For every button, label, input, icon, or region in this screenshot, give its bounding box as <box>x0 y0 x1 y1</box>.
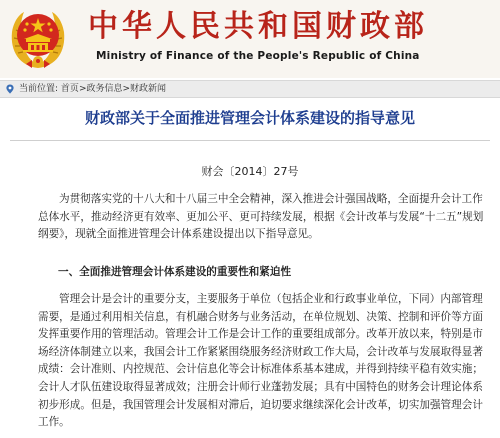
paragraph-line: 会计人才队伍建设取得显著成效；注册会计师行业蓬勃发展；具有中国特色的财务会计理论体系 <box>38 380 483 393</box>
breadcrumb-link-home[interactable]: 首页 <box>60 84 79 94</box>
paragraph-line: 成绩：会计准则、内控规范、会计信息化等会计标准体系基本建成，并得到持续平稳有效实施； <box>38 363 483 376</box>
document-number: 财会〔2014〕27号 <box>201 165 299 178</box>
breadcrumb-label: 当前位置: <box>19 84 59 94</box>
paragraph-line: 管理会计是会计的重要分支，主要服务于单位（包括企业和行政事业单位，下同）内部管理 <box>59 293 483 305</box>
location-icon <box>5 84 15 94</box>
site-subtitle: Ministry of Finance of the People's Republic of China <box>96 50 420 62</box>
paragraph-line: 工作。 <box>38 416 70 429</box>
paragraph-line: 纲要》，现就全面推进管理会计体系建设提出以下指导意见。 <box>38 228 319 241</box>
site-title[interactable]: 中华人民共和国财政部 <box>88 9 428 44</box>
section-heading: 一、全面推进管理会计体系建设的重要性和紧迫性 <box>58 266 292 278</box>
paragraph-line: 为贯彻落实党的十八大和十八届三中全会精神，深入推进会计强国战略，全面提升会计工作 <box>59 193 483 205</box>
paragraph-line: 场经济体制建立以来，我国会计工作紧紧围绕服务经济财政工作大局，会计改革与发展取得显著 <box>38 345 483 358</box>
paragraph-line: 需要，是通过利用相关信息，有机融合财务与业务活动，在单位规划、决策、控制和评价等方面 <box>38 310 483 323</box>
paragraph-line: 初步形成。但是，我国管理会计发展相对滞后，迫切要求继续深化会计改革，切实加强管理会计 <box>38 398 483 411</box>
paragraph-line: 总体水平，推动经济更有效率、更加公平、更可持续发展，根据《会计改革与发展“十二五”规划 <box>38 210 484 223</box>
paragraph-line: 发挥重要作用的管理活动。管理会计工作是会计工作的重要组成部分。改革开放以来，特别是市 <box>38 328 483 341</box>
national-emblem-icon[interactable] <box>6 6 70 72</box>
breadcrumb-link-gov-info[interactable]: 政务信息 <box>86 84 123 94</box>
site-header <box>0 0 500 78</box>
intro-paragraph <box>38 191 490 244</box>
breadcrumb <box>0 80 500 98</box>
breadcrumb-link-finance-news[interactable]: 财政新闻 <box>130 84 167 94</box>
body-paragraph <box>38 291 490 432</box>
title-divider <box>10 140 490 141</box>
breadcrumb-separator: > <box>78 84 87 94</box>
article-title: 财政部关于全面推进管理会计体系建设的指导意见 <box>84 109 415 127</box>
breadcrumb-separator: > <box>122 84 131 94</box>
